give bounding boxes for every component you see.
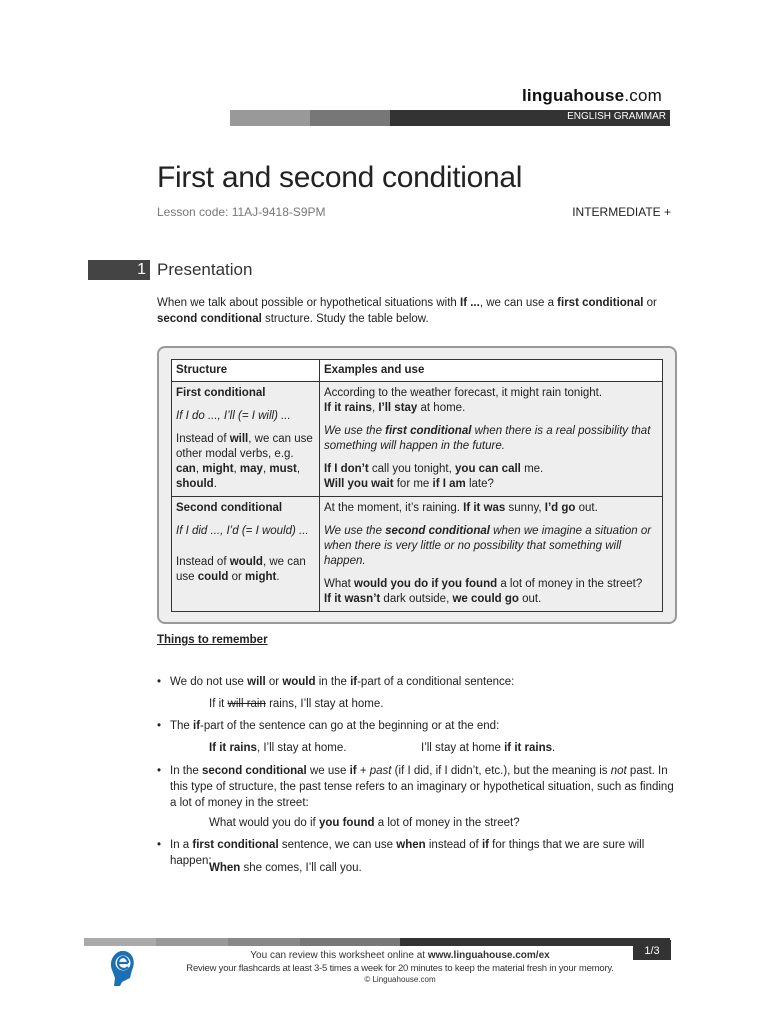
footer-link[interactable]: www.linguahouse.com/ex [427,950,550,961]
footer-flashcards-line: Review your flashcards at least 3-5 times a week for 20 minutes to keep the material fresh in your memory. [186,963,614,974]
bullet-icon: • [157,765,162,777]
linguahouse-e-logo-icon [106,948,136,986]
site-logo: linguahouse.com [522,86,662,105]
conditional-table [171,359,663,612]
first-conditional-structure: First conditional If I do ..., I’ll (= I will) ... Instead of will, we can use other modal verbs, e.g. can, might, may, must, should. [172,382,320,497]
footer-bar [84,938,670,946]
table-row-first-conditional [172,382,663,497]
column-header-examples: Examples and use [320,360,663,382]
example-sentence: I’ll stay at home if it rains. [421,742,556,754]
bullet-icon: • [157,839,162,851]
example-sentence: If it will rain rains, I’ll stay at home. [209,698,384,710]
category-label: ENGLISH GRAMMAR [567,111,666,122]
section-title: Presentation [157,260,253,279]
header-bar [230,110,670,126]
bullet-icon: • [157,720,162,732]
bullet-icon: • [157,676,162,688]
footer-copyright: © Linguahouse.com [364,975,436,984]
intro-paragraph: When we talk about possible or hypothetical situations with If ..., we can use a first conditional or second conditional structure. Study the table below. [157,297,657,325]
level-label: INTERMEDIATE + [572,205,671,219]
things-to-remember-heading: Things to remember [157,634,268,646]
example-sentence: When she comes, I’ll call you. [209,862,362,874]
page-title: First and second conditional [157,161,523,194]
example-sentence: What would you do if you found a lot of money in the street? [209,817,520,829]
example-sentence: If it rains, I’ll stay at home. [209,742,347,754]
second-conditional-examples: At the moment, it’s raining. If it was sunny, I’d go out. We use the second conditional when we imagine a situation or when there is very little or no possibility that something will happen. What would you do if you found a lot of money in the street? If it wasn’t dark outside, we could go out. [320,497,663,612]
page-number: 1/3 [633,940,671,960]
section-number: 1 [137,261,146,278]
table-row-second-conditional [172,497,663,612]
table-header-row [172,360,663,382]
lesson-code: Lesson code: 11AJ-9418-S9PM [157,205,326,219]
second-conditional-structure: Second conditional If I did ..., I’d (= I would) ... Instead of would, we can use could or might. [172,497,320,612]
column-header-structure: Structure [172,360,320,382]
copyright-icon: © [364,975,371,984]
footer-review-line: You can review this worksheet online at www.linguahouse.com/ex [250,950,550,961]
first-conditional-examples: According to the weather forecast, it might rain tonight. If it rains, I’ll stay at home. We use the first conditional when there is a real possibility that something will happen in the future. If I don’t call you tonight, you can call me. Will you wait for me if I am late? [320,382,663,497]
